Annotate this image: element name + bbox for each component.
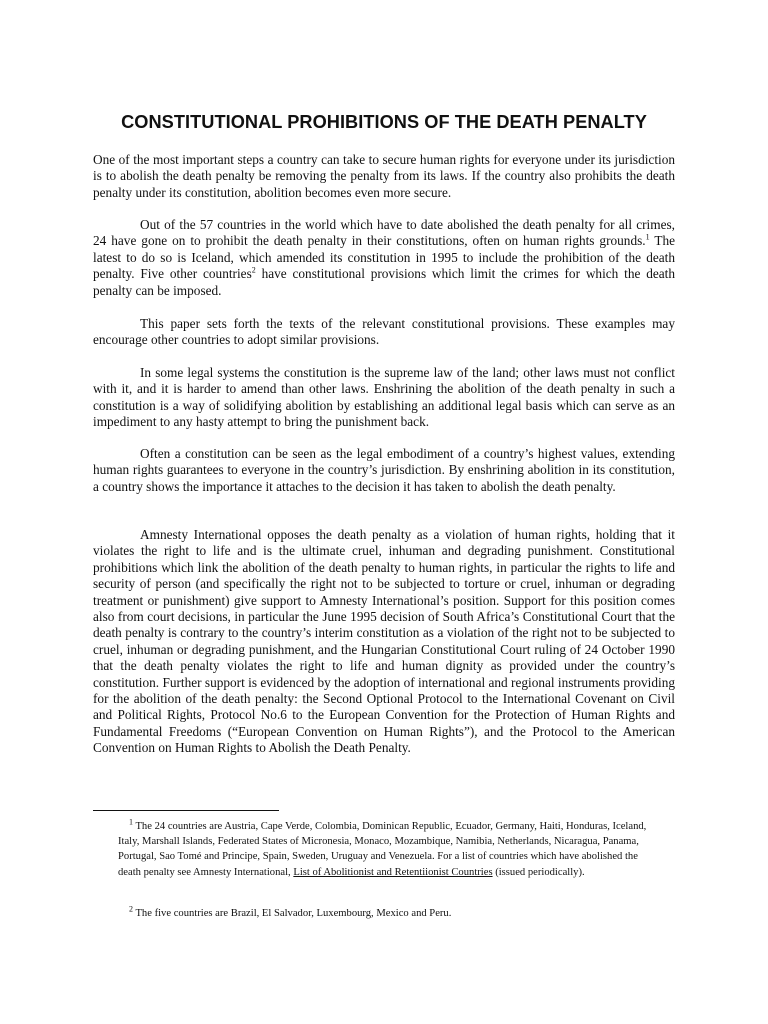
footnote-2-text: The five countries are Brazil, El Salvador, Luxembourg, Mexico and Peru. — [133, 908, 452, 919]
paragraph-purpose-text: This paper sets forth the texts of the relevant constitutional provisions. These examples may encourage other countries to adopt similar provisions. — [93, 316, 675, 348]
footnote-ref-1[interactable]: 1 — [645, 232, 650, 242]
page-title: CONSTITUTIONAL PROHIBITIONS OF THE DEATH PENALTY — [121, 112, 647, 132]
paragraph-countries — [93, 217, 675, 299]
paragraph-countries-text-c: have constitutional provisions which limit the crimes for which the death penalty can be imposed. — [93, 266, 675, 298]
footnote-1-text-a: The 24 countries are Austria, Cape Verde, Colombia, Dominican Republic, Ecuador, Germany, Haiti, Honduras, Iceland, Italy, Marshall Islands, Federated States of Micronesia, Monaco, Mozambique, Namibia, Netherlands, Nicaragua, Panama, Portugal, Sao Tomé and Principe, Spain, Sweden, Uruguay and Venezuela. For a list of countries which have abolished the death penalty see Amnesty International, — [118, 821, 647, 878]
footnote-1-marker: 1 — [129, 817, 133, 827]
paragraph-legal-embodiment — [93, 446, 675, 495]
paragraph-legal-embodiment-text: Often a constitution can be seen as the legal embodiment of a country’s highest values, extending human rights guarantees to everyone in the country’s jurisdiction. By enshrining abolition in its constitution, a country shows the importance it attaches to the decision it has taken to abolish the death penalty. — [93, 446, 675, 494]
paragraph-amnesty-position-text: Amnesty International opposes the death penalty as a violation of human rights, holding that it violates the right to life and is the ultimate cruel, inhuman and degrading punishment. Constitutional prohibitions which link the abolition of the death penalty to human rights, in particular the rights to life and security of person (and specifically the right not to be subjected to torture or cruel, inhuman or degrading treatment or punishment) give support to Amnesty International’s position. Support for this position comes also from court decisions, in particular the June 1995 decision of South Africa’s Constitutional Court that the death penalty is contrary to the country’s interim constitution as a violation of the right not to be subjected to cruel, inhuman or degrading punishment, and the Hungarian Constitutional Court ruling of 24 October 1990 that the death penalty violates the right to life and human dignity as provided under the country’s constitution. Further support is evidenced by the adoption of international and regional instruments providing for the abolition of the death penalty: the Second Optional Protocol to the International Covenant on Civil and Political Rights, Protocol No.6 to the European Convention for the Protection of Human Rights and Fundamental Freedoms (“European Convention on Human Rights”), and the Protocol to the American Convention on Human Rights to Abolish the Death Penalty. — [93, 527, 675, 756]
footnote-2 — [118, 906, 663, 921]
paragraph-purpose — [93, 316, 675, 349]
footnote-1-publication-link[interactable]: List of Abolitionist and Retentiionist Countries — [293, 866, 493, 878]
footnote-2-marker: 2 — [129, 904, 133, 914]
paragraph-countries-text-a: Out of the 57 countries in the world which have to date abolished the death penalty for all crimes, 24 have gone on to prohibit the death penalty in their constitutions, often on human rights grounds. — [93, 217, 675, 249]
paragraph-legal-systems-text: In some legal systems the constitution is the supreme law of the land; other laws must not conflict with it, and it is harder to amend than other laws. Enshrining the abolition of the death penalty in such a constitution is a way of solidifying abolition by establishing an additional legal basis which can serve as an impediment to any hasty attempt to bring the punishment back. — [93, 365, 675, 430]
footnote-ref-2[interactable]: 2 — [251, 265, 256, 275]
paragraph-intro — [93, 152, 675, 201]
footnote-1 — [118, 819, 663, 880]
paragraph-intro-text: One of the most important steps a country can take to secure human rights for everyone under its jurisdiction is to abolish the death penalty be removing the penalty from its laws. If the country also prohibits the death penalty under its constitution, abolition becomes even more secure. — [93, 152, 675, 200]
paragraph-countries-text-b: The latest to do so is Iceland, which amended its constitution in 1995 to include the prohibition of the death penalty. Five other countries — [93, 233, 675, 282]
footnote-1-text-b: (issued periodically). — [492, 866, 585, 878]
paragraph-amnesty-position — [93, 527, 675, 757]
footnote-separator — [93, 810, 279, 811]
paragraph-legal-systems — [93, 365, 675, 431]
